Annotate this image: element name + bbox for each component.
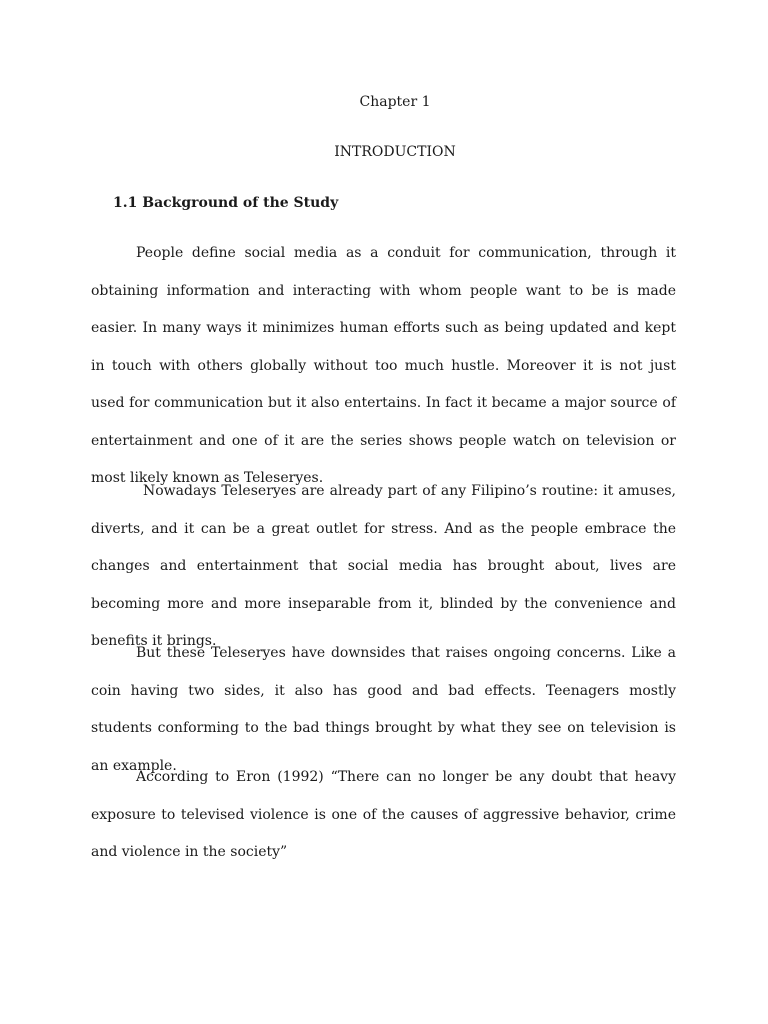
paragraph-1: People define social media as a conduit for communication, through it obtaining information and interacting with whom people want to be is made easier. In many ways it minimizes human efforts such as being updated and kept in touch with others globally without too much hustle. Moreover it is not just used for communication but it also entertains. In fact it became a major source of entertainment and one of it are the series shows people watch on television or most likely known as Teleseryes. xyxy=(91,245,676,486)
section-heading: 1.1 Background of the Study xyxy=(113,195,339,211)
paragraph-3: But these Teleseryes have downsides that raises ongoing concerns. Like a coin having two sides, it also has good and bad effects. Teenagers mostly students conforming to the bad things brought by what they see on television is an example. xyxy=(91,645,676,774)
paragraph-2: Nowadays Teleseryes are already part of any Filipino’s routine: it amuses, diverts, and it can be a great outlet for stress. And as the people embrace the changes and entertainment that social media has brought about, lives are becoming more and more inseparable from it, blinded by the convenience and benefits it brings. xyxy=(91,483,676,649)
chapter-label: Chapter 1 xyxy=(359,94,431,110)
paragraph-4: According to Eron (1992) “There can no longer be any doubt that heavy exposure to televised violence is one of the causes of aggressive behavior, crime and violence in the society” xyxy=(91,769,676,860)
page-title: INTRODUCTION xyxy=(334,144,456,160)
